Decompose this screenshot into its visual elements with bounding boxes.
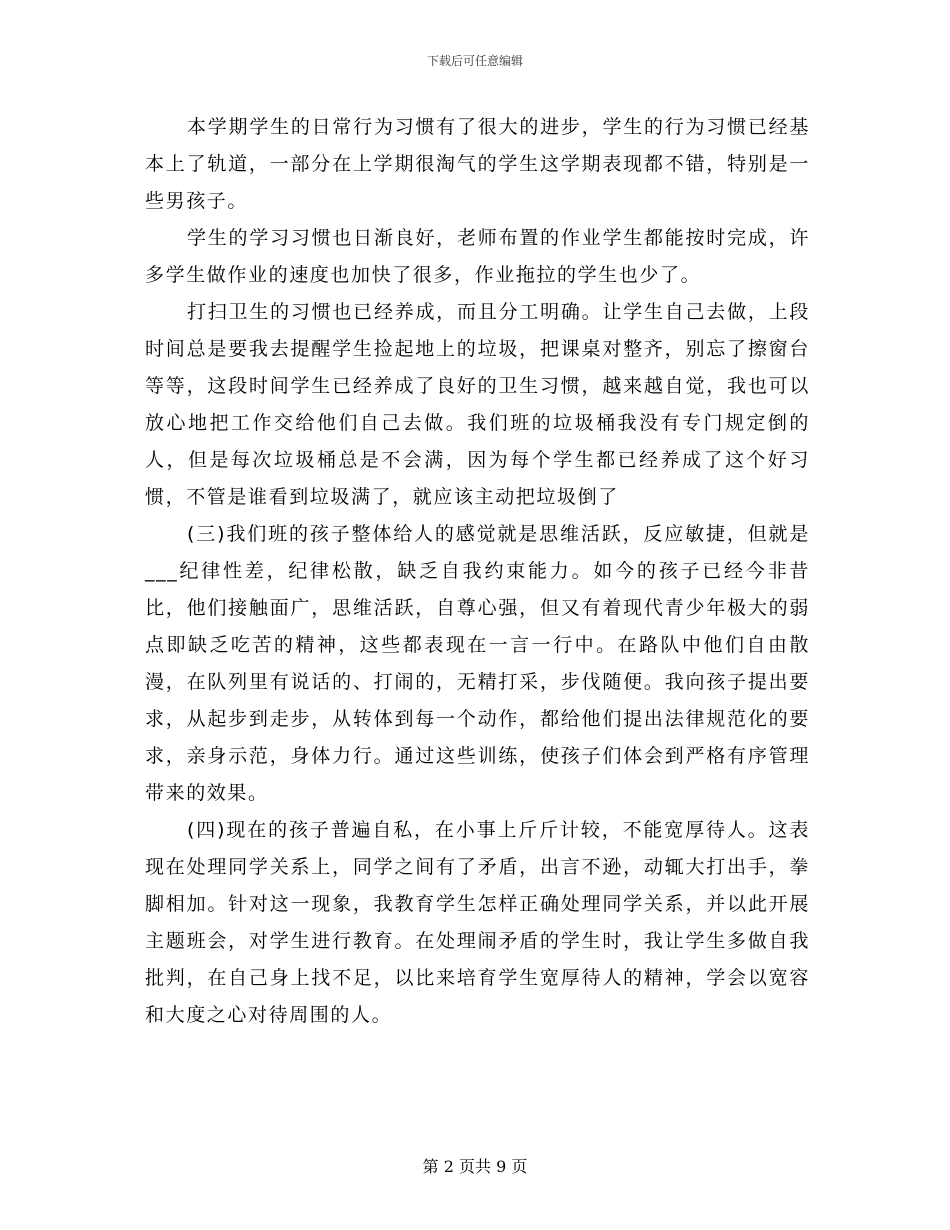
document-body bbox=[145, 109, 810, 1034]
page-number: 第 2 页共 9 页 bbox=[422, 1157, 528, 1176]
page-header: 下载后可任意编辑 bbox=[426, 54, 523, 68]
paragraph-study-habits: 学生的学习习惯也日渐良好，老师布置的作业学生都能按时完成，许多学生做作业的速度也加快了很多，作业拖拉的学生也少了。 bbox=[145, 227, 810, 286]
paragraph-section-three: (三)我们班的孩子整体给人的感觉就是思维活跃，反应敏捷，但就是___纪律性差，纪律松散，缺乏自我约束能力。如今的孩子已经今非昔比，他们接触面广，思维活跃，自尊心强，但又有着现代青少年极大的弱点即缺乏吃苦的精神，这些都表现在一言一行中。在路队中他们自由散漫，在队列里有说话的、打闹的，无精打采，步伐随便。我向孩子提出要求，从起步到走步，从转体到每一个动作，都给他们提出法律规范化的要求，亲身示范，身体力行。通过这些训练，使孩子们体会到严格有序管理带来的效果。 bbox=[145, 523, 810, 804]
paragraph-section-four: (四)现在的孩子普遍自私，在小事上斤斤计较，不能宽厚待人。这表现在处理同学关系上，同学之间有了矛盾，出言不逊，动辄大打出手，拳脚相加。针对这一现象，我教育学生怎样正确处理同学关系，并以此开展主题班会，对学生进行教育。在处理闹矛盾的学生时，我让学生多做自我批判，在自己身上找不足，以比来培育学生宽厚待人的精神，学会以宽容和大度之心对待周围的人。 bbox=[145, 819, 810, 1026]
paragraph-cleaning-habits: 打扫卫生的习惯也已经养成，而且分工明确。让学生自己去做，上段时间总是要我去提醒学生捡起地上的垃圾，把课桌对整齐，别忘了擦窗台等等，这段时间学生已经养成了良好的卫生习惯，越来越自觉，我也可以放心地把工作交给他们自己去做。我们班的垃圾桶我没有专门规定倒的人，但是每次垃圾桶总是不会满，因为每个学生都已经养成了这个好习惯，不管是谁看到垃圾满了，就应该主动把垃圾倒了 bbox=[145, 301, 810, 508]
paragraph-behavior-habits: 本学期学生的日常行为习惯有了很大的进步，学生的行为习惯已经基本上了轨道，一部分在上学期很淘气的学生这学期表现都不错，特别是一些男孩子。 bbox=[145, 116, 810, 212]
